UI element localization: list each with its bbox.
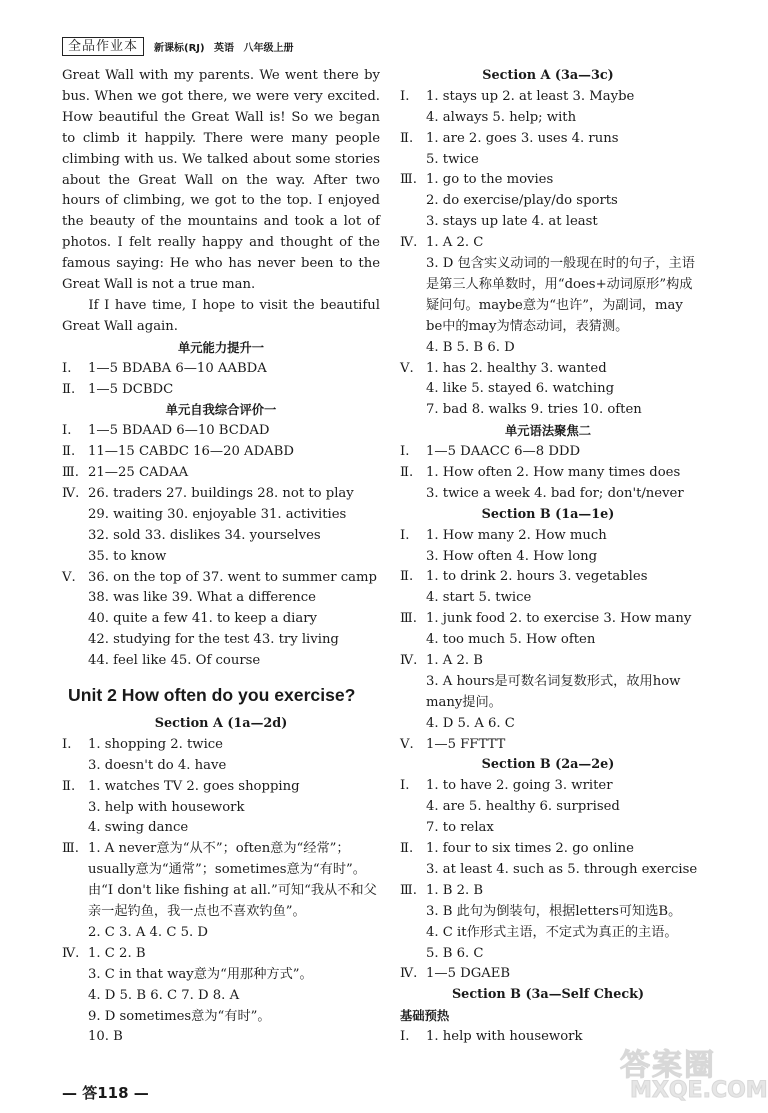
left-column [62, 66, 380, 1048]
answer-row: Ⅰ. 1—5 BDABA 6—10 AABDA [62, 359, 380, 380]
answer-row: 4. too much 5. How often [426, 632, 596, 648]
roman-marker: Ⅲ. [62, 465, 79, 481]
answer-row: 9. D sometimes意为“有时”。 [88, 1008, 271, 1024]
answer-row: 3. How often 4. How long [426, 548, 598, 564]
answer-row: 29. waiting 30. enjoyable 31. activities [88, 506, 347, 522]
answer-row: Ⅴ. 1—5 FFTTT [400, 735, 696, 756]
roman-marker: Ⅱ. [400, 130, 414, 146]
answer-row: 35. to know [88, 548, 167, 564]
answer-row: Ⅲ. 1. B 2. B [400, 881, 696, 902]
watermark-logo [610, 1040, 768, 1110]
section-title: Section A (1a—2d) [154, 716, 288, 732]
answer-row: 3. help with housework [88, 799, 245, 815]
roman-marker: Ⅳ. [400, 235, 418, 251]
answer-row: Ⅳ. 1. A 2. C [400, 233, 696, 254]
answer-row: 38. was like 39. What a difference [88, 590, 316, 606]
answer-row: Ⅴ. 36. on the top of 37. went to summer camp [62, 568, 380, 589]
roman-marker: Ⅴ. [400, 736, 414, 752]
answer-row: 4. C it作形式主语，不定式为真正的主语。 [426, 924, 678, 940]
answer-row: 4. like 5. stayed 6. watching [426, 381, 615, 397]
answer-row: 3. doesn't do 4. have [88, 757, 227, 773]
answer-row: Ⅱ. 1. watches TV 2. goes shopping [62, 777, 380, 798]
section-title: Section B (2a—2e) [481, 757, 615, 773]
answer-row: 3. C in that way意为“用那种方式”。 [88, 966, 313, 982]
answer-row: Ⅱ. 1. four to six times 2. go online [400, 839, 696, 860]
section-title: Section B (3a—Self Check) [451, 987, 645, 1003]
roman-marker: Ⅴ. [62, 569, 76, 585]
roman-marker: Ⅰ. [400, 444, 410, 460]
roman-marker: Ⅱ. [400, 569, 414, 585]
answer-row: 5. B 6. C [426, 945, 484, 961]
answer-row: Ⅰ. 1. stays up 2. at least 3. Maybe [400, 87, 696, 108]
answer-row: Ⅳ. 1. C 2. B [62, 944, 380, 965]
roman-marker: Ⅲ. [400, 882, 417, 898]
answer-row: Ⅰ. 1. help with housework [400, 1027, 696, 1048]
roman-marker: Ⅱ. [400, 464, 414, 480]
answer-row: Ⅰ. 1—5 BDAAD 6—10 BCDAD [62, 421, 380, 442]
roman-marker: Ⅰ. [62, 736, 72, 752]
answer-row: Ⅰ. 1. to have 2. going 3. writer [400, 776, 696, 797]
watermark-text: 答案圈 [620, 1048, 716, 1083]
answer-row: 7. bad 8. walks 9. tries 10. often [426, 402, 642, 418]
right-column [400, 66, 696, 1048]
answer-row: 3. stays up late 4. at least [426, 214, 598, 230]
answer-row: Ⅰ. 1—5 DAACC 6—8 DDD [400, 442, 696, 463]
section-title: Section A (3a—3c) [482, 68, 614, 83]
unit-title: Unit 2 How often do you exercise? [68, 685, 356, 706]
answer-row: Ⅰ. 1. How many 2. How much [400, 526, 696, 547]
section-title: 单元自我综合评价一 [165, 403, 277, 418]
answer-row: Ⅱ. 1. to drink 2. hours 3. vegetables [400, 567, 696, 588]
answer-row: 2. C 3. A 4. C 5. D [88, 925, 208, 940]
roman-marker: Ⅰ. [400, 527, 410, 543]
answer-row: Ⅲ. 1. go to the movies [400, 170, 696, 191]
answer-row: 32. sold 33. dislikes 34. yourselves [88, 527, 321, 543]
answer-row: Ⅳ. 1. A 2. B [400, 651, 696, 672]
roman-marker: Ⅳ. [62, 486, 80, 502]
roman-marker: Ⅳ. [62, 945, 80, 961]
answer-row: 4. D 5. A 6. C [426, 715, 515, 731]
answer-row: 40. quite a few 41. to keep a diary [88, 611, 317, 627]
answer-row: 2. do exercise/play/do sports [426, 193, 618, 209]
page-number: — 答118 — [62, 1084, 149, 1102]
roman-marker: Ⅱ. [62, 381, 76, 397]
answer-row: Ⅱ. 1. How often 2. How many times does [400, 463, 696, 484]
subsection-title: 基础预热 [400, 1009, 450, 1024]
answer-row: 3. D 包含实义动词的一般现在时的句子，主语是第三人称单数时，用“does+动词原形”构成疑问句。maybe意为“也许”，为副词，may be中的may为情态动词，表猜测。 [426, 256, 695, 334]
answer-row: Ⅳ. 26. traders 27. buildings 28. not to play [62, 484, 380, 505]
roman-marker: Ⅴ. [400, 360, 414, 376]
answer-row: Ⅰ. 1. shopping 2. twice [62, 735, 380, 756]
roman-marker: Ⅰ. [62, 423, 72, 439]
roman-marker: Ⅰ. [400, 1029, 410, 1045]
section-title: 单元能力提升一 [177, 340, 265, 355]
answer-row: 4. D 5. B 6. C 7. D 8. A [88, 987, 240, 1003]
answer-row: Ⅱ. 11—15 CABDC 16—20 ADABD [62, 442, 380, 463]
answer-row: 4. B 5. B 6. D [426, 339, 515, 355]
section-title: Section B (1a—1e) [481, 506, 615, 522]
answer-row: 4. always 5. help; with [426, 109, 577, 125]
answer-row: Ⅴ. 1. has 2. healthy 3. wanted [400, 359, 696, 380]
answer-row: Ⅲ. 1. junk food 2. to exercise 3. How many [400, 609, 696, 630]
section-title: 单元语法聚焦二 [504, 424, 592, 439]
roman-marker: Ⅰ. [62, 360, 72, 376]
roman-marker: Ⅲ. [400, 172, 417, 188]
answer-row: 5. twice [426, 151, 479, 167]
roman-marker: Ⅱ. [62, 444, 76, 460]
answer-row: Ⅱ. 1. are 2. goes 3. uses 4. runs [400, 129, 696, 150]
answer-row: Ⅲ. 1. A never意为“从不”；often意为“经常”；usually意为“通常”；sometimes意为“有时”。由“I don't like fishing at all.”可知“我从不和父亲一起钓鱼，我一点也不喜欢钓鱼”。 [62, 841, 377, 920]
roman-marker: Ⅳ. [400, 966, 418, 982]
answer-row: 4. are 5. healthy 6. surprised [426, 799, 620, 815]
answer-row: Ⅳ. 1—5 DGAEB [400, 964, 696, 985]
answer-row: 4. swing dance [88, 820, 189, 836]
series-title: 全品作业本 [62, 37, 144, 56]
watermark-url: MXQE.COM [630, 1078, 768, 1103]
roman-marker: Ⅱ. [400, 841, 414, 857]
roman-marker: Ⅲ. [62, 841, 79, 857]
answer-row: Ⅱ. 1—5 DCBDC [62, 380, 380, 401]
answer-row: 3. at least 4. such as 5. through exercise [426, 861, 698, 877]
answer-row: Ⅲ. 21—25 CADAA [62, 463, 380, 484]
answer-row: 7. to relax [426, 820, 494, 836]
answer-row: 10. B [88, 1029, 123, 1045]
answer-row: 3. B 此句为倒装句，根据letters可知选B。 [426, 903, 682, 919]
roman-marker: Ⅰ. [400, 778, 410, 794]
roman-marker: Ⅰ. [400, 88, 410, 104]
essay-paragraph: Great Wall with my parents. We went there by bus. When we got there, we were very excited. How beautiful the Great Wall is! So we began to climb it happily. There were many people climbing with us. We talked about some stories about the Great Wall on the way. After two hours of climbing, we got to the top. I enjoyed the beauty of the mountains and took a lot of photos. I felt really happy and thought of the famous saying: He who has never been to the Great Wall is not a true man. [62, 68, 380, 293]
answer-row: 3. twice a week 4. bad for; don't/never [426, 485, 684, 501]
roman-marker: Ⅱ. [62, 778, 76, 794]
answer-row: 4. start 5. twice [426, 590, 532, 606]
book-meta: 新课标(RJ) 英语 八年级上册 [154, 42, 294, 54]
answer-row: 42. studying for the test 43. try living [88, 632, 339, 648]
answer-row: 44. feel like 45. Of course [88, 653, 261, 669]
answer-row: 3. A hours是可数名词复数形式，故用how many提问。 [426, 673, 681, 710]
essay-paragraph: If I have time, I hope to visit the beautiful Great Wall again. [62, 297, 380, 334]
page-header [62, 36, 294, 56]
roman-marker: Ⅳ. [400, 653, 418, 668]
roman-marker: Ⅲ. [400, 611, 417, 627]
